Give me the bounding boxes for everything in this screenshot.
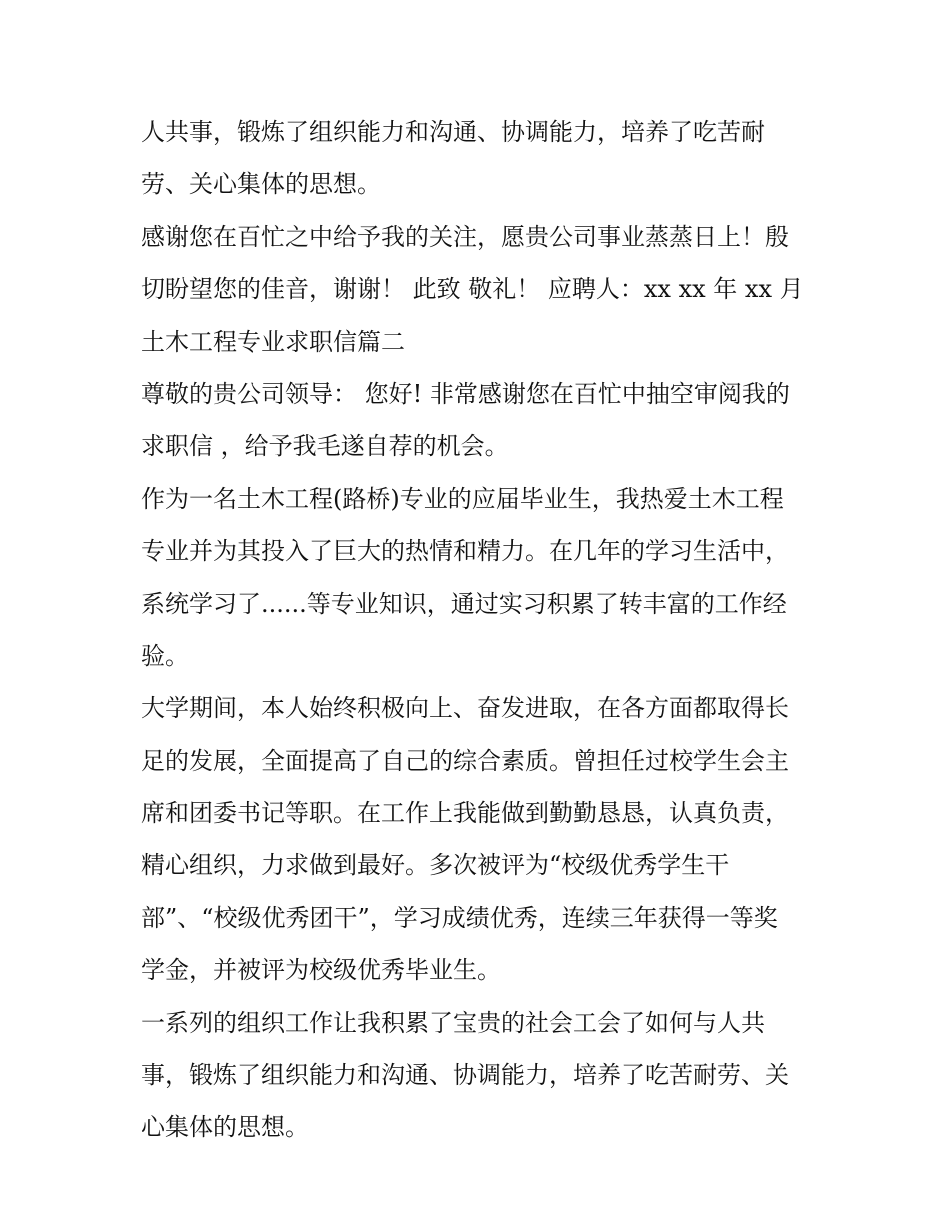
text-line: 作为一名土木工程(路桥)专业的应届毕业生，我热爱土木工程 xyxy=(141,484,784,513)
text-line: 尊敬的贵公司领导： 您好! 非常感谢您在百忙中抽空审阅我的 xyxy=(141,379,790,408)
document-body xyxy=(141,106,821,1154)
text-line: 验。 xyxy=(141,641,189,670)
text-line: 心集体的思想。 xyxy=(141,1113,309,1142)
text-line: 人共事，锻炼了组织能力和沟通、协调能力，培养了吃苦耐 xyxy=(141,118,765,146)
section-heading: 土木工程专业求职信篇二 xyxy=(141,327,405,356)
text-line: 专业并为其投入了巨大的热情和精力。在几年的学习生活中， xyxy=(141,537,789,566)
text-line: 切盼望您的佳音，谢谢！ 此致 敬礼！ 应聘人：xx xx 年 xx 月 xyxy=(141,275,804,304)
text-line: 感谢您在百忙之中给予我的关注，愿贵公司事业蒸蒸日上！殷 xyxy=(141,222,789,251)
text-line: 学金，并被评为校级优秀毕业生。 xyxy=(141,956,501,985)
text-line: 精心组织，力求做到最好。多次被评为“校级优秀学生干 xyxy=(141,851,730,880)
text-line: 求职信 ，给予我毛遂自荐的机会。 xyxy=(141,432,509,461)
text-line: 一系列的组织工作让我积累了宝贵的社会工会了如何与人共 xyxy=(141,1008,765,1037)
text-line: 劳、关心集体的思想。 xyxy=(141,170,381,199)
text-line: 部”、“校级优秀团干”，学习成绩优秀，连续三年获得一等奖 xyxy=(141,903,778,932)
text-line: 事，锻炼了组织能力和沟通、协调能力，培养了吃苦耐劳、关 xyxy=(141,1061,789,1090)
text-line: 大学期间，本人始终积极向上、奋发进取，在各方面都取得长 xyxy=(141,694,789,723)
text-line: 足的发展，全面提高了自己的综合素质。曾担任过校学生会主 xyxy=(141,746,789,775)
text-line: 席和团委书记等职。在工作上我能做到勤勤恳恳，认真负责， xyxy=(141,799,789,828)
text-line: 系统学习了......等专业知识，通过实习积累了转丰富的工作经 xyxy=(141,589,787,618)
